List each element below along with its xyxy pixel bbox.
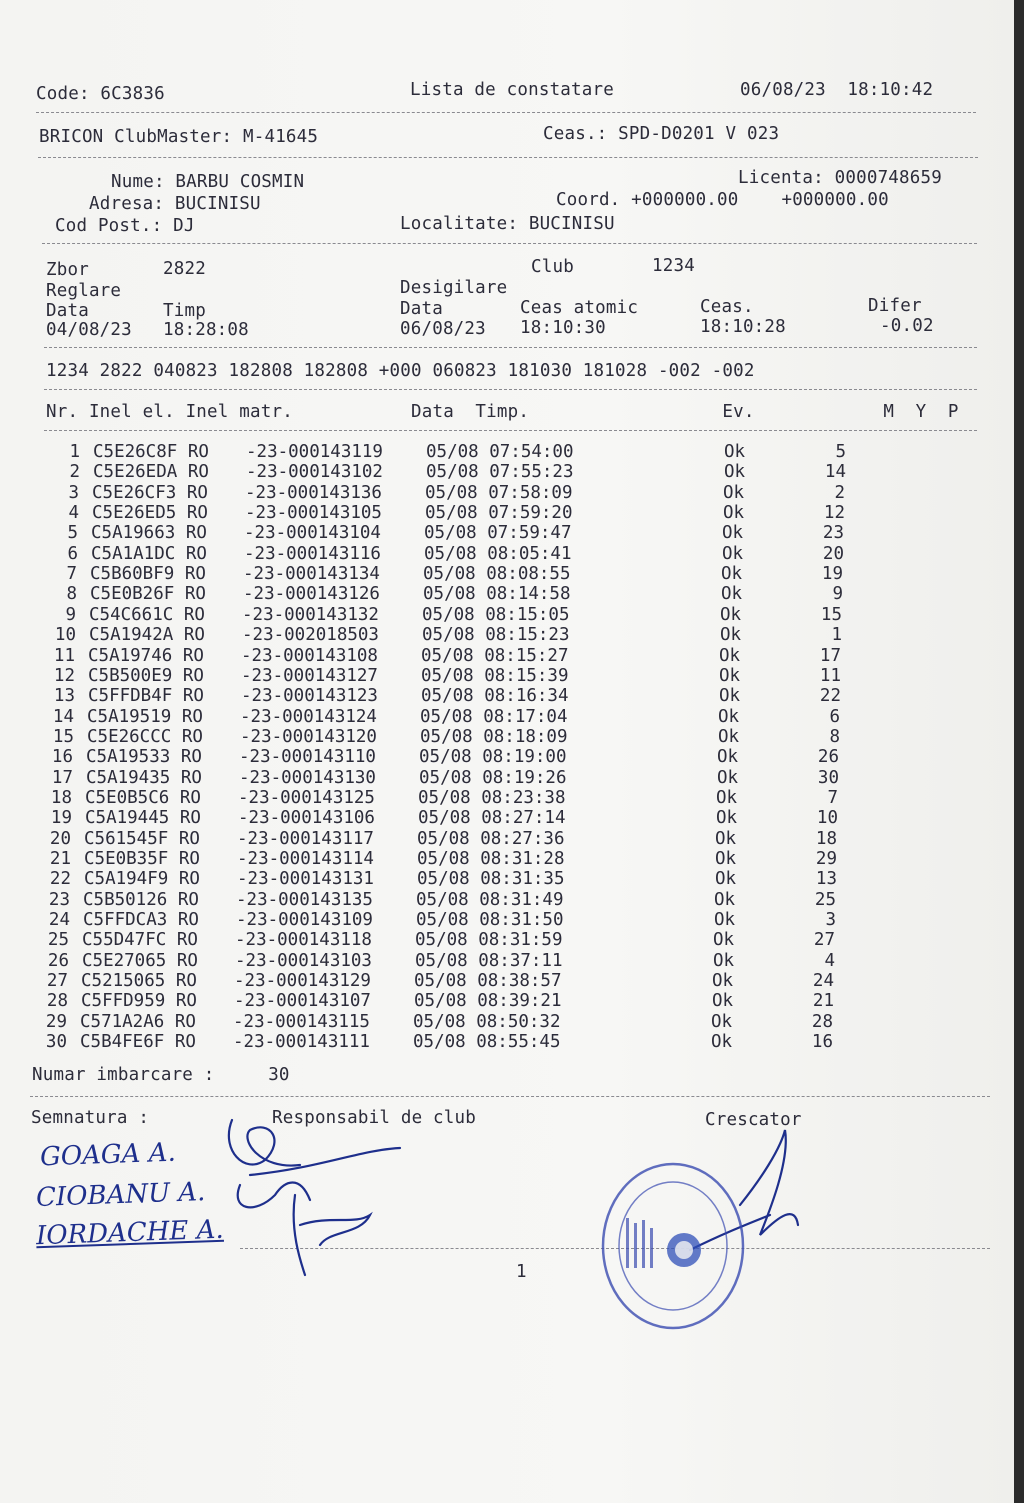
row-number: 15 bbox=[52, 726, 74, 747]
ring-registration: -23-002018503 bbox=[242, 625, 379, 646]
ring-registration: -23-000143123 bbox=[241, 686, 378, 707]
row-number: 3 bbox=[68, 482, 79, 503]
ring-electronic: C5B4FE6F RO bbox=[80, 1032, 196, 1053]
event-status: Ok bbox=[715, 869, 737, 890]
ring-registration: -23-000143116 bbox=[244, 543, 381, 564]
table-row bbox=[0, 523, 1000, 543]
ring-electronic: C5A19663 RO bbox=[91, 523, 207, 544]
position: 4 bbox=[824, 950, 835, 971]
event-status: Ok bbox=[716, 808, 738, 829]
ring-electronic: C5A1A1DC RO bbox=[91, 543, 207, 564]
event-status: Ok bbox=[717, 747, 739, 768]
clock-time: 18:10:28 bbox=[700, 317, 786, 337]
reglare-date: 04/08/23 bbox=[46, 320, 132, 340]
arrival-time: 05/08 07:58:09 bbox=[425, 482, 573, 503]
ring-registration: -23-000143103 bbox=[235, 950, 372, 971]
row-number: 10 bbox=[54, 625, 76, 646]
position: 22 bbox=[819, 686, 841, 707]
summary-line: 1234 2822 040823 182808 182808 +000 060823 181030 181028 -002 -002 bbox=[46, 361, 755, 381]
event-status: Ok bbox=[714, 889, 736, 910]
club-stamp bbox=[598, 1158, 748, 1333]
reglare-label: Reglare bbox=[46, 281, 122, 301]
atomic-clock-label: Ceas atomic bbox=[520, 298, 639, 318]
owner-coordinates: Coord. +000000.00 +000000.00 bbox=[556, 190, 889, 210]
table-row bbox=[0, 890, 1000, 910]
row-number: 13 bbox=[53, 686, 75, 707]
owner-address: Adresa: BUCINISU bbox=[89, 194, 261, 214]
table-row bbox=[0, 849, 1000, 869]
event-status: Ok bbox=[720, 604, 742, 625]
table-row bbox=[0, 808, 1000, 828]
row-number: 23 bbox=[48, 889, 70, 910]
owner-postcode: Cod Post.: DJ bbox=[55, 216, 195, 236]
table-row bbox=[0, 483, 1000, 503]
arrival-time: 05/08 07:59:47 bbox=[424, 523, 572, 544]
table-row bbox=[0, 971, 1000, 991]
row-number: 30 bbox=[45, 1032, 67, 1053]
row-number: 1 bbox=[69, 442, 80, 462]
boarded-count: Numar imbarcare : 30 bbox=[32, 1065, 290, 1085]
position: 28 bbox=[811, 1011, 833, 1032]
row-number: 7 bbox=[66, 564, 77, 585]
arrival-time: 05/08 08:19:00 bbox=[419, 747, 567, 768]
event-status: Ok bbox=[715, 849, 737, 869]
flight-label: Zbor bbox=[46, 260, 89, 280]
event-status: Ok bbox=[722, 523, 744, 544]
event-status: Ok bbox=[716, 787, 738, 808]
signature-label: Semnatura : bbox=[31, 1108, 150, 1128]
position: 25 bbox=[814, 889, 836, 910]
owner-name: Nume: BARBU COSMIN bbox=[111, 172, 305, 192]
table-row bbox=[0, 910, 1000, 930]
ring-electronic: C561545F RO bbox=[84, 828, 200, 849]
ring-electronic: C5E26EDA RO bbox=[93, 462, 209, 483]
divider bbox=[38, 157, 978, 158]
row-number: 24 bbox=[48, 910, 70, 931]
table-row bbox=[0, 442, 1000, 462]
ring-electronic: C5A19519 RO bbox=[87, 706, 203, 727]
ring-registration: -23-000143134 bbox=[243, 564, 380, 585]
handwritten-name-1: GOAGA A. bbox=[39, 1137, 177, 1173]
position: 20 bbox=[822, 543, 844, 564]
doc-title: Lista de constatare bbox=[410, 80, 614, 100]
event-status: Ok bbox=[719, 645, 741, 666]
table-row bbox=[0, 544, 1000, 564]
table-row bbox=[0, 747, 1000, 767]
handwritten-name-2: CIOBANU A. bbox=[35, 1177, 206, 1213]
arrival-time: 05/08 08:17:04 bbox=[420, 706, 568, 727]
desigilare-label: Desigilare bbox=[400, 278, 508, 298]
position: 23 bbox=[822, 523, 844, 544]
row-number: 4 bbox=[68, 503, 79, 524]
event-status: Ok bbox=[712, 991, 734, 1012]
arrival-time: 05/08 08:31:59 bbox=[415, 930, 563, 951]
arrival-time: 05/08 08:18:09 bbox=[420, 726, 568, 747]
ring-electronic: C5E0B5C6 RO bbox=[85, 787, 201, 808]
arrival-time: 05/08 08:50:32 bbox=[413, 1011, 561, 1032]
arrival-time: 05/08 08:27:36 bbox=[417, 828, 565, 849]
row-number: 8 bbox=[66, 584, 77, 605]
arrival-time: 05/08 08:23:38 bbox=[418, 787, 566, 808]
table-row bbox=[0, 991, 1000, 1011]
table-row bbox=[0, 768, 1000, 788]
position: 5 bbox=[835, 442, 846, 462]
ring-registration: -23-000143106 bbox=[238, 808, 375, 829]
event-status: Ok bbox=[724, 442, 746, 462]
position: 18 bbox=[815, 828, 837, 849]
table-row bbox=[0, 686, 1000, 706]
event-status: Ok bbox=[718, 706, 740, 727]
ring-electronic: C5215065 RO bbox=[81, 971, 197, 992]
ring-electronic: C5FFD959 RO bbox=[81, 991, 197, 1012]
divider bbox=[42, 243, 977, 244]
arrival-time: 05/08 08:05:41 bbox=[424, 543, 572, 564]
arrival-time: 05/08 08:08:55 bbox=[423, 564, 571, 585]
clock-id: Ceas.: SPD-D0201 V 023 bbox=[543, 124, 780, 144]
position: 13 bbox=[815, 869, 837, 890]
ring-electronic: C5A19746 RO bbox=[88, 645, 204, 666]
position: 7 bbox=[827, 787, 838, 808]
ring-registration: -23-000143127 bbox=[241, 665, 378, 686]
arrival-time: 05/08 08:37:11 bbox=[415, 950, 563, 971]
ring-electronic: C5E27065 RO bbox=[82, 950, 198, 971]
table-row bbox=[0, 605, 1000, 625]
row-number: 22 bbox=[49, 869, 71, 890]
handwritten-name-3: IORDACHE A. bbox=[35, 1214, 225, 1252]
table-row bbox=[0, 727, 1000, 747]
position: 2 bbox=[834, 482, 845, 503]
reglare-time: 18:28:08 bbox=[163, 320, 249, 340]
row-number: 5 bbox=[67, 523, 78, 544]
arrival-time: 05/08 08:19:26 bbox=[419, 767, 567, 788]
divider bbox=[30, 1096, 990, 1097]
event-status: Ok bbox=[721, 564, 743, 585]
divider bbox=[36, 112, 976, 113]
event-status: Ok bbox=[721, 584, 743, 605]
position: 8 bbox=[829, 726, 840, 747]
table-row bbox=[0, 564, 1000, 584]
table-row bbox=[0, 584, 1000, 604]
position: 6 bbox=[829, 706, 840, 727]
position: 30 bbox=[817, 767, 839, 788]
ring-electronic: C5B50126 RO bbox=[83, 889, 199, 910]
event-status: Ok bbox=[712, 971, 734, 992]
row-number: 6 bbox=[67, 543, 78, 564]
ring-electronic: C55D47FC RO bbox=[82, 930, 198, 951]
arrival-time: 05/08 08:39:21 bbox=[414, 991, 562, 1012]
table-row bbox=[0, 1012, 1000, 1032]
atomic-clock-time: 18:10:30 bbox=[520, 318, 606, 338]
ring-electronic: C5A1942A RO bbox=[89, 625, 205, 646]
arrival-time: 05/08 08:15:05 bbox=[422, 604, 570, 625]
ring-electronic: C5E26C8F RO bbox=[93, 442, 209, 462]
ring-registration: -23-000143108 bbox=[241, 645, 378, 666]
ring-registration: -23-000143110 bbox=[239, 747, 376, 768]
ring-registration: -23-000143120 bbox=[240, 726, 377, 747]
table-row bbox=[0, 951, 1000, 971]
divider bbox=[44, 389, 977, 390]
ring-electronic: C5FFDB4F RO bbox=[88, 686, 204, 707]
position: 26 bbox=[817, 747, 839, 768]
clubmaster-id: BRICON ClubMaster: M-41645 bbox=[39, 127, 319, 147]
ring-electronic: C5FFDCA3 RO bbox=[83, 910, 199, 931]
row-number: 26 bbox=[47, 950, 69, 971]
club-label: Club bbox=[531, 257, 574, 277]
arrival-time: 05/08 08:31:50 bbox=[416, 910, 564, 931]
reglare-date-label: Data bbox=[46, 301, 89, 321]
table-row bbox=[0, 503, 1000, 523]
position: 10 bbox=[816, 808, 838, 829]
table-row bbox=[0, 707, 1000, 727]
breeder-label: Crescator bbox=[705, 1110, 802, 1130]
event-status: Ok bbox=[723, 482, 745, 503]
position: 19 bbox=[821, 564, 843, 585]
ring-registration: -23-000143105 bbox=[245, 503, 382, 524]
row-number: 2 bbox=[69, 462, 80, 483]
ring-registration: -23-000143114 bbox=[237, 849, 374, 869]
table-row bbox=[0, 462, 1000, 482]
ring-electronic: C54C661C RO bbox=[89, 604, 205, 625]
reglare-time-label: Timp bbox=[163, 301, 206, 321]
ring-registration: -23-000143136 bbox=[245, 482, 382, 503]
table-row bbox=[0, 1032, 1000, 1052]
table-header: Nr. Inel el. Inel matr. Data Timp. Ev. M Y P bbox=[46, 402, 959, 422]
ring-electronic: C5E26CCC RO bbox=[87, 726, 203, 747]
arrival-time: 05/08 08:14:58 bbox=[423, 584, 571, 605]
event-status: Ok bbox=[720, 625, 742, 646]
event-status: Ok bbox=[711, 1032, 733, 1053]
event-status: Ok bbox=[714, 910, 736, 931]
row-number: 28 bbox=[46, 991, 68, 1012]
arrival-time: 05/08 07:55:23 bbox=[426, 462, 574, 483]
ring-registration: -23-000143130 bbox=[239, 767, 376, 788]
arrival-time: 05/08 08:16:34 bbox=[421, 686, 569, 707]
event-status: Ok bbox=[717, 767, 739, 788]
table-row bbox=[0, 788, 1000, 808]
ring-registration: -23-000143104 bbox=[244, 523, 381, 544]
row-number: 14 bbox=[52, 706, 74, 727]
desigilare-date: 06/08/23 bbox=[400, 319, 486, 339]
table-row bbox=[0, 646, 1000, 666]
position: 21 bbox=[812, 991, 834, 1012]
position: 17 bbox=[819, 645, 841, 666]
ring-electronic: C571A2A6 RO bbox=[80, 1011, 196, 1032]
ring-electronic: C5A194F9 RO bbox=[84, 869, 200, 890]
doc-datetime: 06/08/23 18:10:42 bbox=[740, 80, 934, 100]
position: 11 bbox=[819, 665, 841, 686]
arrival-time: 05/08 07:59:20 bbox=[425, 503, 573, 524]
row-number: 17 bbox=[51, 767, 73, 788]
row-number: 21 bbox=[49, 849, 71, 869]
ring-registration: -23-000143131 bbox=[237, 869, 374, 890]
ring-registration: -23-000143111 bbox=[233, 1032, 370, 1053]
row-number: 11 bbox=[53, 645, 75, 666]
row-number: 9 bbox=[65, 604, 76, 625]
arrival-time: 05/08 07:54:00 bbox=[426, 442, 574, 462]
ring-registration: -23-000143135 bbox=[236, 889, 373, 910]
ring-registration: -23-000143119 bbox=[246, 442, 383, 462]
arrival-time: 05/08 08:38:57 bbox=[414, 971, 562, 992]
position: 27 bbox=[813, 930, 835, 951]
clock-label: Ceas. bbox=[700, 297, 754, 317]
ring-registration: -23-000143124 bbox=[240, 706, 377, 727]
position: 14 bbox=[824, 462, 846, 483]
table-row bbox=[0, 930, 1000, 950]
event-status: Ok bbox=[723, 503, 745, 524]
position: 1 bbox=[831, 625, 842, 646]
event-status: Ok bbox=[715, 828, 737, 849]
ring-registration: -23-000143129 bbox=[234, 971, 371, 992]
event-status: Ok bbox=[719, 665, 741, 686]
position: 24 bbox=[812, 971, 834, 992]
divider bbox=[44, 430, 977, 431]
ring-registration: -23-000143102 bbox=[246, 462, 383, 483]
row-number: 27 bbox=[46, 971, 68, 992]
arrival-time: 05/08 08:27:14 bbox=[418, 808, 566, 829]
event-status: Ok bbox=[713, 930, 735, 951]
event-status: Ok bbox=[711, 1011, 733, 1032]
owner-license: Licenta: 0000748659 bbox=[738, 168, 942, 188]
row-number: 29 bbox=[45, 1011, 67, 1032]
ring-registration: -23-000143125 bbox=[238, 787, 375, 808]
ring-registration: -23-000143126 bbox=[243, 584, 380, 605]
table-row bbox=[0, 625, 1000, 645]
event-status: Ok bbox=[724, 462, 746, 483]
position: 29 bbox=[815, 849, 837, 869]
table-row bbox=[0, 666, 1000, 686]
owner-locality: Localitate: BUCINISU bbox=[400, 214, 615, 234]
arrival-time: 05/08 08:31:35 bbox=[417, 869, 565, 890]
ring-electronic: C5A19445 RO bbox=[85, 808, 201, 829]
position: 15 bbox=[820, 604, 842, 625]
position: 9 bbox=[832, 584, 843, 605]
desigilare-date-label: Data bbox=[400, 299, 443, 319]
arrival-time: 05/08 08:31:49 bbox=[416, 889, 564, 910]
event-status: Ok bbox=[719, 686, 741, 707]
background-edge bbox=[1014, 0, 1024, 1503]
ring-electronic: C5E26CF3 RO bbox=[92, 482, 208, 503]
arrival-time: 05/08 08:31:28 bbox=[417, 849, 565, 869]
table-row bbox=[0, 869, 1000, 889]
ring-electronic: C5E0B26F RO bbox=[90, 584, 206, 605]
ring-electronic: C5A19533 RO bbox=[86, 747, 202, 768]
ring-electronic: C5E0B35F RO bbox=[84, 849, 200, 869]
ring-registration: -23-000143109 bbox=[236, 910, 373, 931]
row-number: 12 bbox=[53, 665, 75, 686]
position: 16 bbox=[811, 1032, 833, 1053]
table-row bbox=[0, 829, 1000, 849]
event-status: Ok bbox=[713, 950, 735, 971]
position: 12 bbox=[823, 503, 845, 524]
club-officer-label: Responsabil de club bbox=[272, 1108, 476, 1128]
row-number: 19 bbox=[50, 808, 72, 829]
ring-electronic: C5A19435 RO bbox=[86, 767, 202, 788]
row-number: 18 bbox=[50, 787, 72, 808]
row-number: 16 bbox=[51, 747, 73, 768]
doc-code: Code: 6C3836 bbox=[36, 84, 165, 104]
row-number: 20 bbox=[49, 828, 71, 849]
position: 3 bbox=[825, 910, 836, 931]
ring-registration: -23-000143132 bbox=[242, 604, 379, 625]
arrival-time: 05/08 08:15:39 bbox=[421, 665, 569, 686]
ring-electronic: C5B500E9 RO bbox=[88, 665, 204, 686]
ring-registration: -23-000143107 bbox=[234, 991, 371, 1012]
row-number: 25 bbox=[47, 930, 69, 951]
club-number: 1234 bbox=[652, 256, 695, 276]
arrival-time: 05/08 08:15:23 bbox=[422, 625, 570, 646]
difference-label: Difer bbox=[868, 296, 922, 316]
event-status: Ok bbox=[722, 543, 744, 564]
flight-number: 2822 bbox=[163, 259, 206, 279]
page-number: 1 bbox=[516, 1262, 527, 1282]
arrival-time: 05/08 08:55:45 bbox=[413, 1032, 561, 1053]
ring-registration: -23-000143115 bbox=[233, 1011, 370, 1032]
ring-registration: -23-000143117 bbox=[237, 828, 374, 849]
event-status: Ok bbox=[718, 726, 740, 747]
arrival-time: 05/08 08:15:27 bbox=[421, 645, 569, 666]
ring-registration: -23-000143118 bbox=[235, 930, 372, 951]
time-difference: -0.02 bbox=[880, 316, 934, 336]
ring-electronic: C5E26ED5 RO bbox=[92, 503, 208, 524]
divider bbox=[44, 347, 977, 348]
ring-electronic: C5B60BF9 RO bbox=[90, 564, 206, 585]
